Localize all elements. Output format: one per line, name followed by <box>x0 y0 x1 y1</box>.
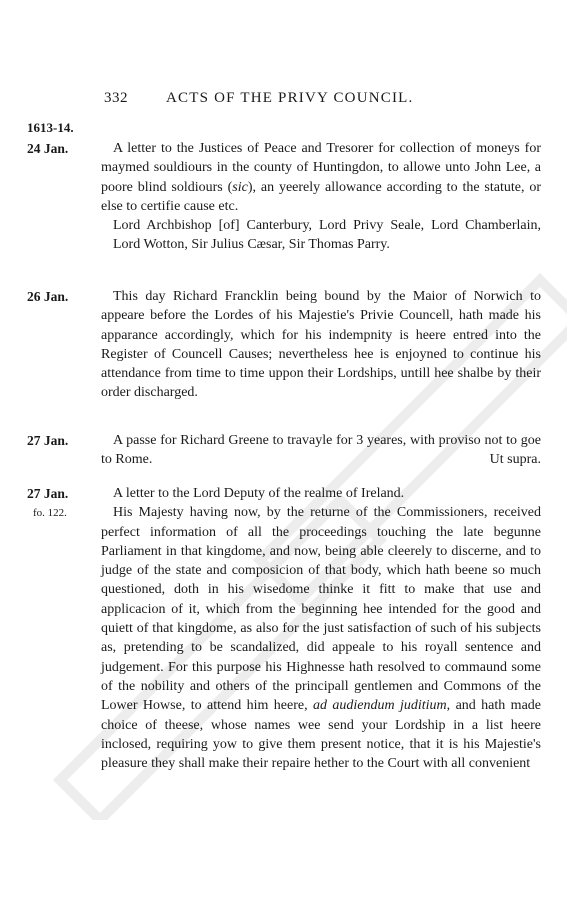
entry-27-jan-letter <box>27 484 540 773</box>
entry-body <box>101 484 541 773</box>
ut-supra: Ut supra. <box>489 452 541 468</box>
entry-body <box>101 287 541 403</box>
page-header <box>104 90 504 114</box>
entry-26-jan <box>27 287 540 403</box>
margin-date: 26 Jan. <box>27 289 69 304</box>
entry-text: A passe for Richard Greene to travayle for 3 yeares, with proviso not to goe to Rome. Ut supra. <box>101 431 541 470</box>
entry-text: A letter to the Justices of Peace and Tresorer for collection of moneys for maymed souldiours in the county of Huntingdon, to allowe unto John Lee, a poore blind soldiours (sic), an yeerely allowance according to the statute, or else to certifie cause etc. <box>101 141 541 214</box>
sic-note: sic <box>232 179 248 195</box>
year-range: 1613-14. <box>27 120 74 135</box>
margin-folio: fo. 122. <box>33 507 67 519</box>
entry-body <box>101 139 541 255</box>
entry-24-jan <box>27 139 540 255</box>
entry-text: This day Richard Francklin being bound by the Maior of Norwich to appeare before the Lordes of his Majestie's Privie Councell, hath made his apparance accordingly, which for his indempnity is heere entred into the Register of Councell Causes; nevertheless hee is enjoyned to continue his attendance from time to time uppon their Lordships, untill hee shalbe by their order discharged. <box>101 289 541 401</box>
entry-27-jan-passe <box>27 431 540 470</box>
entry-body <box>101 431 541 470</box>
entry-heading: A letter to the Lord Deputy of the realme of Ireland. <box>113 486 405 501</box>
margin-date: 27 Jan. <box>27 433 69 448</box>
margin-date: 24 Jan. <box>27 141 69 156</box>
margin-date: 27 Jan. <box>27 486 69 501</box>
entry-text: His Majesty having now, by the returne of the Commissioners, received perfect information of all the proceedings touching the late begunne Parliament in that kingdome, and now, being able cleerely to discerne, and to judge of the state and composicion of that body, which hath beene so much questioned, doth in his wisedome thinke it fitt to make that use and applicacion of it, which from the beginning hee intended for the good and quiett of that kingdome, as also for the just satisfaction of such of his subjects as, pretending to be scandalized, did appeale to his royall sentence and judgement. For this purpose his Highnesse hath resolved to commaund some of the nobility and others of the principall gentlemen and Commons of the Lower Howse, to attend him heere, ad audiendum juditium, and hath made choice of theese, whose names wee send your Lordship in a list heere inclosed, requiring yow to give them present notice, that it is his Majestie's pleasure they shall make their repaire hether to the Court with all convenient <box>101 505 541 772</box>
latin-phrase: ad audiendum juditium <box>312 698 447 714</box>
running-head: ACTS OF THE PRIVY COUNCIL. <box>166 90 414 106</box>
signatories: Lord Archbishop [of] Canterbury, Lord Privy Seale, Lord Chamberlain, Lord Wotton, Sir Julius Cæsar, Sir Thomas Parry. <box>113 218 541 253</box>
page-number: 332 <box>104 90 128 106</box>
